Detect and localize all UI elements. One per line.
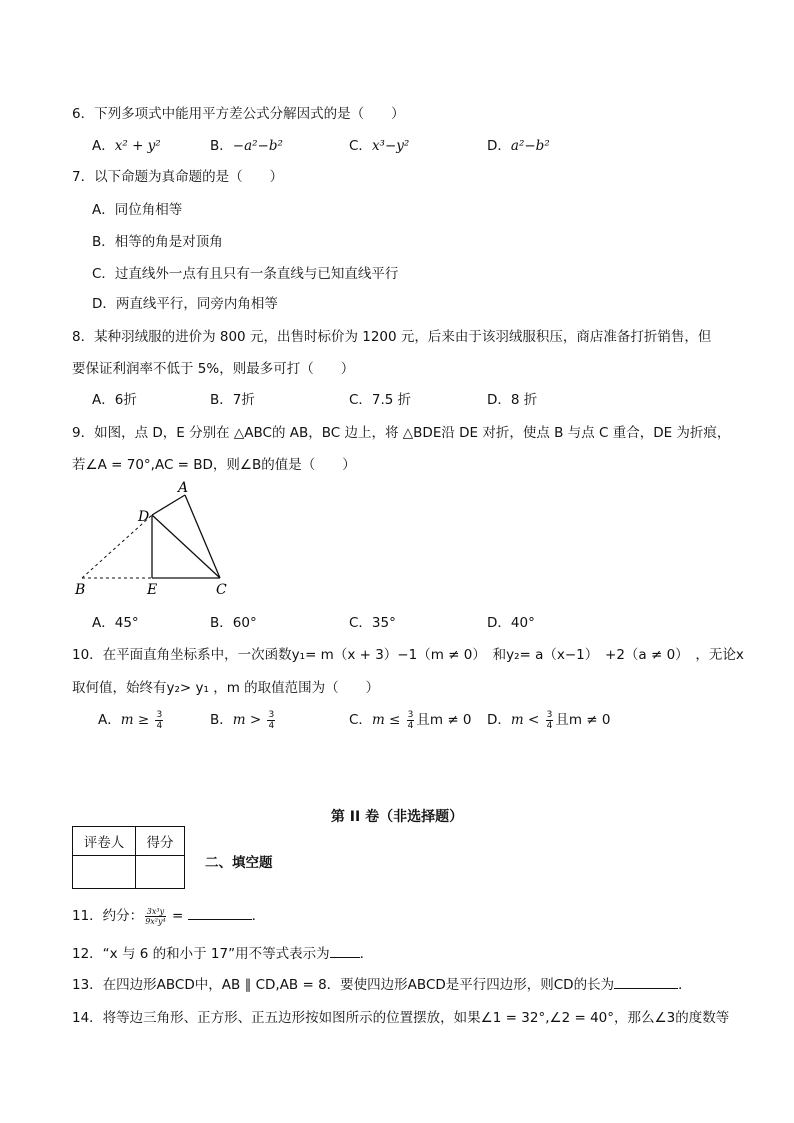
fraction-three-quarters: $\frac{3}{4}$: [268, 709, 275, 731]
score-table-header-grader: 评卷人: [73, 827, 136, 856]
q7-option-a[interactable]: A．同位角相等: [92, 202, 183, 218]
score-table-score-cell[interactable]: [136, 856, 185, 889]
q9-option-d[interactable]: D．40°: [487, 615, 535, 631]
q8-option-a[interactable]: A．6折: [92, 392, 137, 408]
label-b: B: [75, 582, 86, 598]
label-a: A: [178, 480, 189, 496]
fraction-three-quarters: $\frac{3}{4}$: [156, 709, 163, 731]
score-table-header-score: 得分: [136, 827, 185, 856]
q7-option-c[interactable]: C．过直线外一点有且只有一条直线与已知直线平行: [92, 266, 399, 282]
q9-stem-line1: 9．如图，点 D，E 分别在 △ABC的 AB，BC 边上，将 △BDE沿 DE 对折，使点 B 与点 C 重合，DE 为折痕，: [72, 425, 731, 441]
q6-option-a[interactable]: A．x² + y²: [92, 138, 161, 154]
q10-option-a[interactable]: A．m ≥ $\frac{3}{4}$: [98, 709, 163, 731]
edge-dc: [152, 515, 220, 578]
q10-option-d[interactable]: D．m < $\frac{3}{4}$ 且m ≠ 0: [487, 709, 611, 731]
q7-option-d[interactable]: D．两直线平行，同旁内角相等: [92, 296, 278, 312]
q9-triangle-figure: [70, 478, 240, 603]
label-c: C: [216, 582, 227, 598]
q9-option-c[interactable]: C．35°: [349, 615, 396, 631]
q7-option-b[interactable]: B．相等的角是对顶角: [92, 234, 223, 250]
q10-option-b[interactable]: B．m > $\frac{3}{4}$: [210, 709, 275, 731]
q12: 12．“x 与 6 的和小于 17”用不等式表示为 ．: [72, 946, 374, 962]
label-e: E: [147, 582, 158, 598]
q11-fraction: $\frac{\text{3x³y}}{\text{9x²y⁴}}$: [145, 906, 166, 926]
q9-stem-line2: 若∠A = 70°,AC = BD，则∠B的值是（ ）: [72, 457, 356, 473]
q12-answer-blank[interactable]: [330, 957, 360, 958]
q8-stem-line1: 8．某种羽绒服的进价为 800 元，出售时标价为 1200 元，后来由于该羽绒服积压，商店准备打折销售，但: [72, 329, 712, 345]
q11-answer-blank[interactable]: [188, 919, 252, 920]
q6-option-c[interactable]: C．x³−y²: [349, 138, 410, 154]
edge-ab: [152, 495, 185, 515]
q9-option-b[interactable]: B．60°: [210, 615, 257, 631]
q6-option-d[interactable]: D．a²−b²: [487, 138, 550, 154]
q10-stem-line1: 10．在平面直角坐标系中，一次函数y₁= m（x + 3）−1（m ≠ 0） 和y₂= a（x−1） +2（a ≠ 0） ，无论x: [72, 647, 744, 663]
section-fill-in-title: 二、填空题: [205, 855, 273, 871]
score-table: [72, 826, 185, 889]
q7-stem: 7．以下命题为真命题的是（ ）: [72, 169, 284, 185]
q10-option-c[interactable]: C．m ≤ $\frac{3}{4}$ 且m ≠ 0: [349, 709, 472, 731]
q14: 14．将等边三角形、正方形、正五边形按如图所示的位置摆放，如果∠1 = 32°,∠2 = 40°，那么∠3的度数等: [72, 1010, 730, 1026]
q10-stem-line2: 取何值，始终有y₂> y₁ ，m 的取值范围为（ ）: [72, 680, 380, 696]
fraction-three-quarters: $\frac{3}{4}$: [407, 709, 414, 731]
q6-stem: 6．下列多项式中能用平方差公式分解因式的是（ ）: [72, 106, 405, 122]
q8-option-b[interactable]: B．7折: [210, 392, 255, 408]
q13-answer-blank[interactable]: [614, 988, 678, 989]
q8-option-d[interactable]: D．8 折: [487, 392, 538, 408]
label-d: D: [138, 509, 150, 525]
q6-option-b[interactable]: B．−a²−b²: [210, 138, 283, 154]
edge-ac: [185, 495, 220, 578]
q8-option-c[interactable]: C．7.5 折: [349, 392, 412, 408]
q9-option-a[interactable]: A．45°: [92, 615, 139, 631]
score-table-grader-cell[interactable]: [73, 856, 136, 889]
q8-stem-line2: 要保证利润率不低于 5%，则最多可打（ ）: [72, 361, 355, 377]
fraction-three-quarters: $\frac{3}{4}$: [546, 709, 553, 731]
q13: 13．在四边形ABCD中，AB ∥ CD,AB = 8．要使四边形ABCD是平行四边形，则CD的长为 ．: [72, 977, 692, 993]
q11: 11．约分： $\frac{\text{3x³y}}{\text{9x²y⁴}}$ = ．: [72, 906, 266, 926]
part2-title: 第 II 卷（非选择题）: [330, 809, 464, 825]
